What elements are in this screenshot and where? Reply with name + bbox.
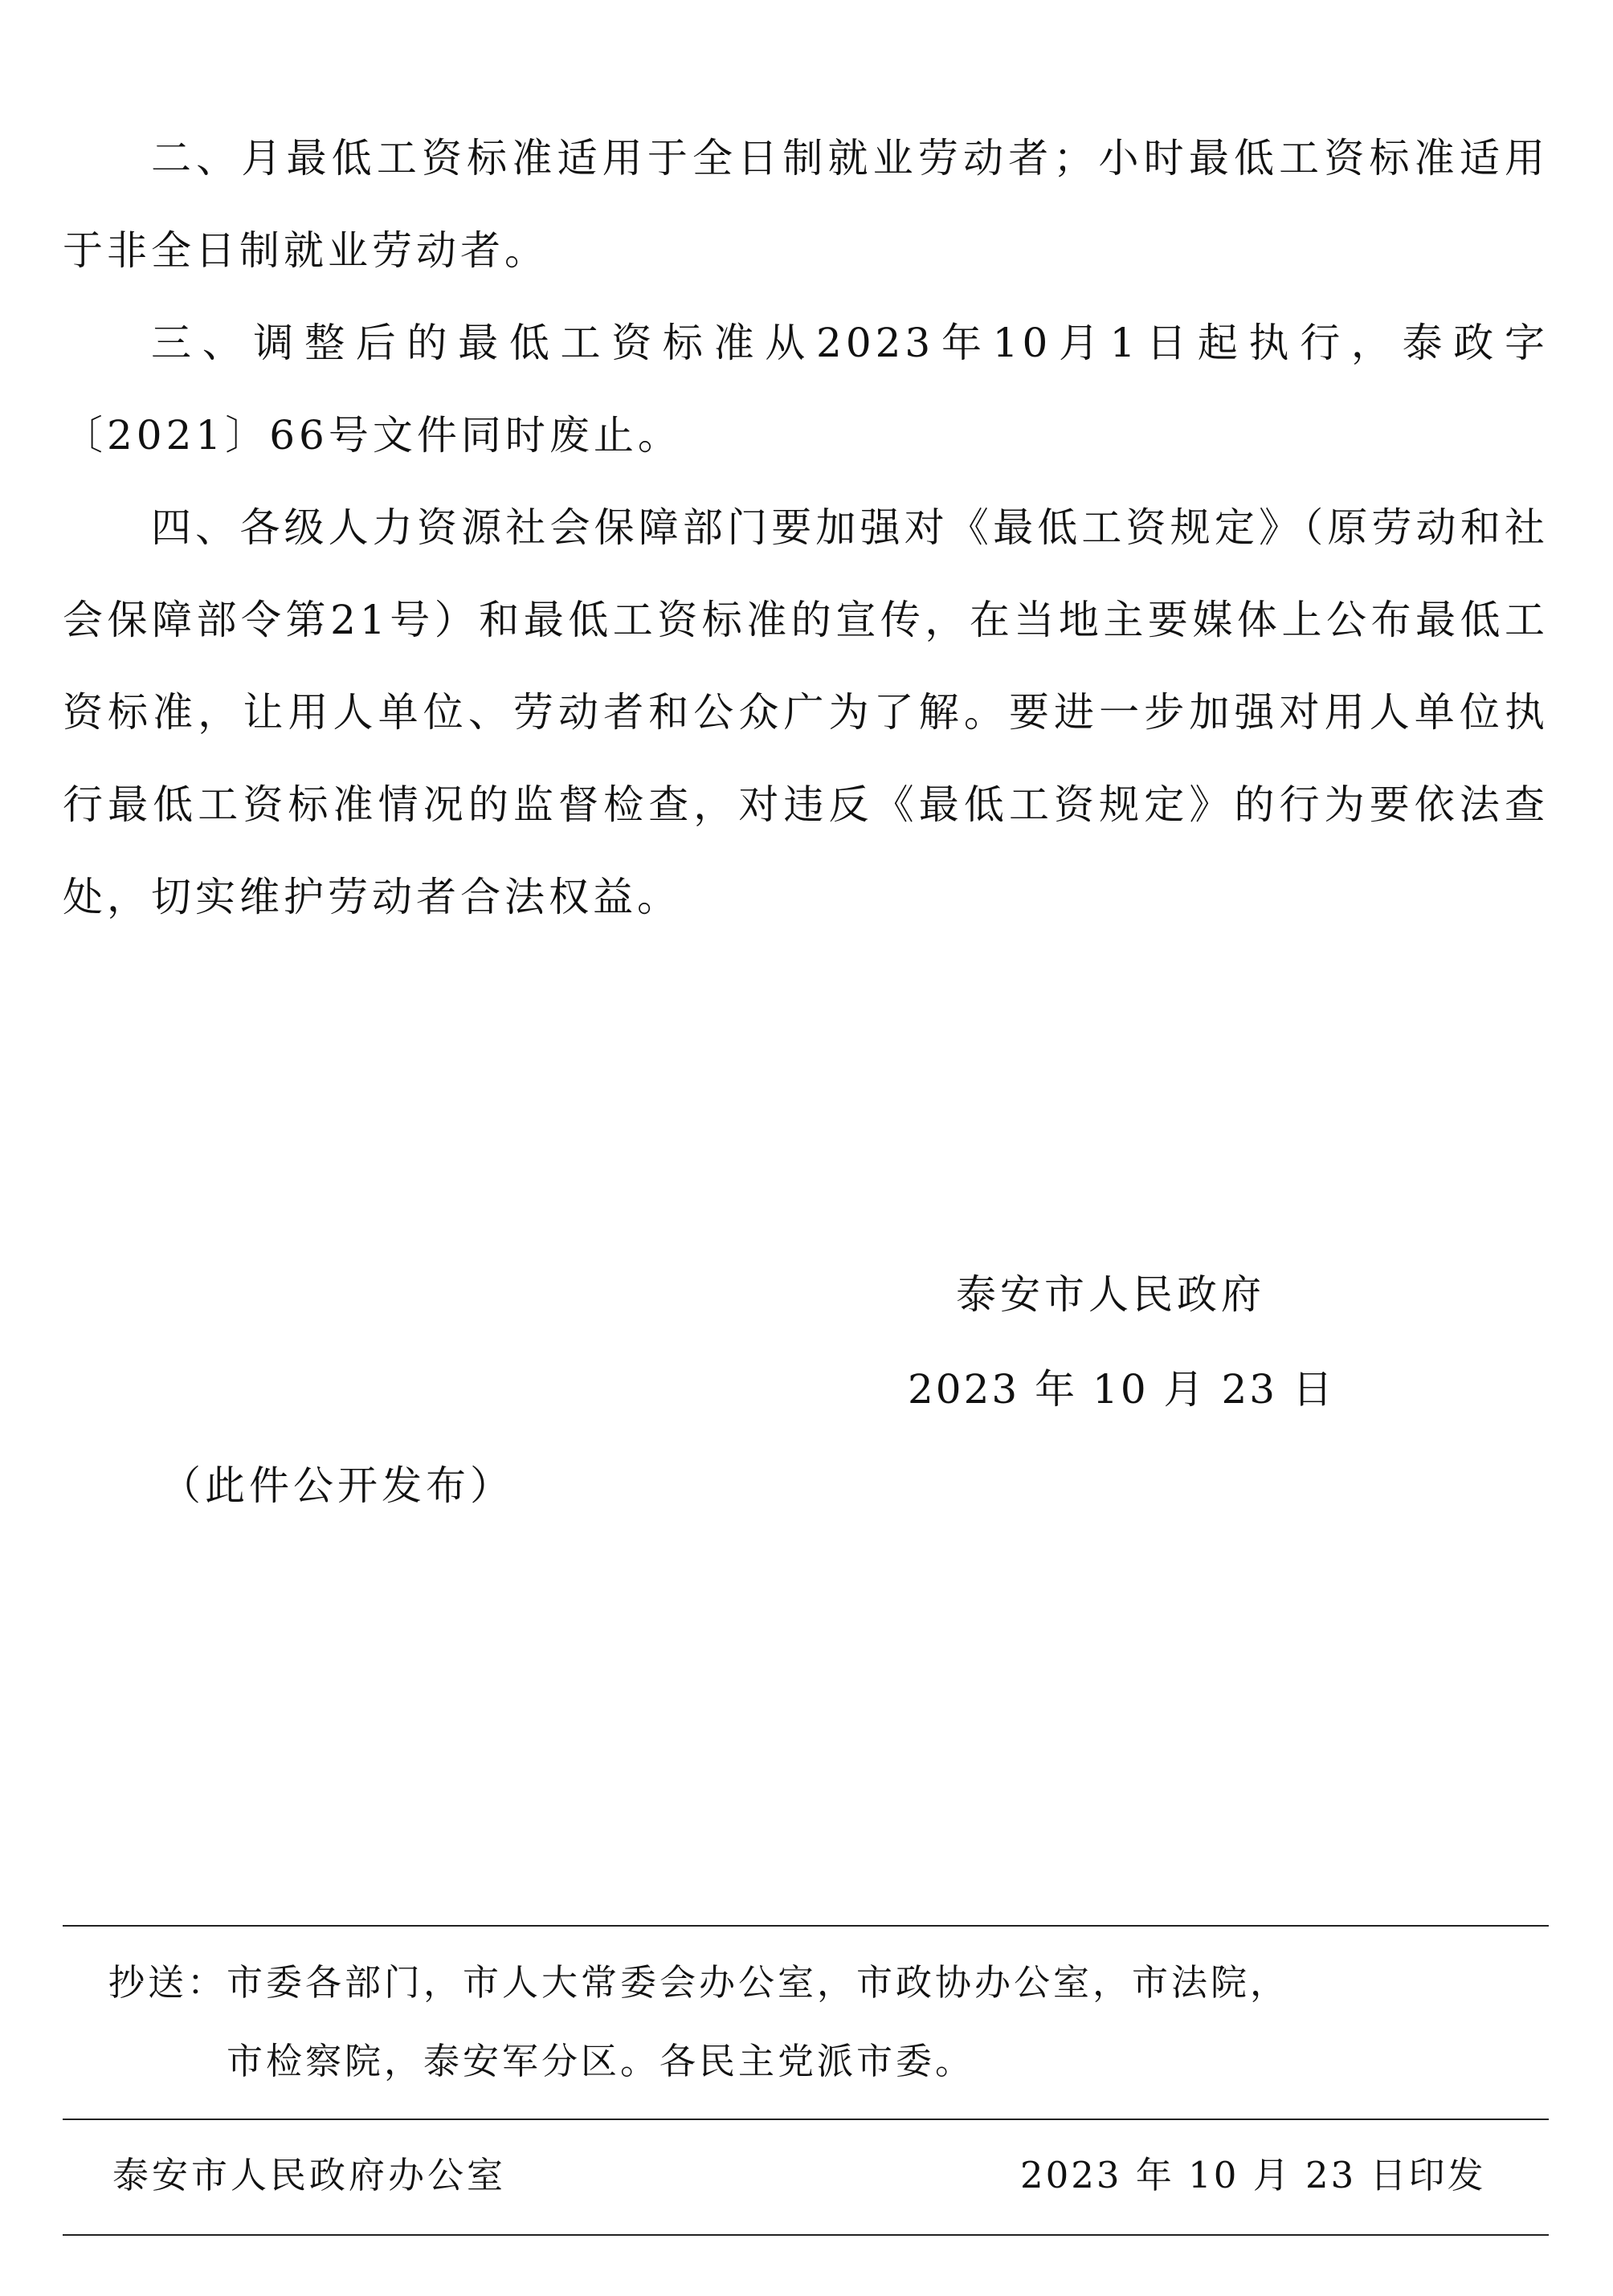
cc-list-line-2: 市检察院，泰安军分区。各民主党派市委。	[227, 2040, 975, 2082]
footer-office: 泰安市人民政府办公室	[112, 2154, 507, 2196]
signature-date: 2023 年 10 月 23 日	[908, 1366, 1335, 1413]
paragraph-item-4: 四、各级人力资源社会保障部门要加强对《最低工资规定》（原劳动和社会保障部令第21号）和最低工资标准的宣传，在当地主要媒体上公布最低工资标准，让用人单位、劳动者和公众广为了解。要进一步加强对用人单位执行最低工资标准情况的监督检查，对违反《最低工资规定》的行为要依法查处，切实维护劳动者合法权益。	[63, 504, 1549, 920]
divider-middle	[63, 2119, 1549, 2120]
divider-top	[63, 1925, 1549, 1927]
publish-note: （此件公开发布）	[161, 1462, 514, 1509]
footer-print-date: 2023 年 10 月 23 日印发	[1020, 2154, 1486, 2196]
paragraph-item-2: 二、月最低工资标准适用于全日制就业劳动者；小时最低工资标准适用于非全日制就业劳动者。	[63, 135, 1549, 274]
cc-list-line-1: 抄送：市委各部门，市人大常委会办公室，市政协办公室，市法院，	[108, 1961, 1290, 2004]
divider-bottom	[63, 2234, 1549, 2236]
paragraph-item-3: 三、调整后的最低工资标准从2023年10月1日起执行，泰政字〔2021〕66号文件同时废止。	[63, 320, 1549, 459]
issuer-signature: 泰安市人民政府	[956, 1271, 1265, 1318]
